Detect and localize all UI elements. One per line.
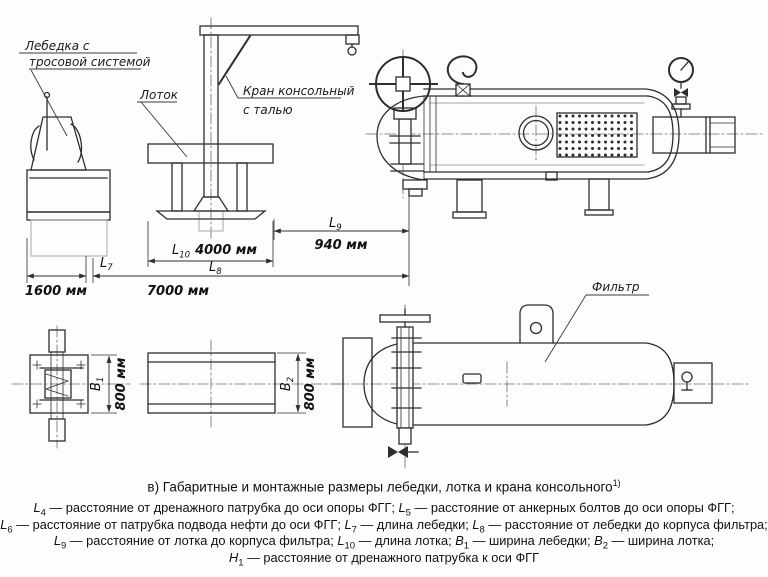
dimension-B2 — [277, 353, 318, 413]
crane-trolley — [346, 35, 359, 44]
footnote-line: $L_6$ — расстояние от патрубка подвода нефти до оси ФГГ; $L_7$ — длина лебедки; $L_8$ — расстояние от лебедки до корпуса фильтра; — [0, 516, 768, 536]
svg-text:1600 мм: 1600 мм — [25, 284, 87, 299]
drain-nozzle — [403, 180, 427, 189]
dimension-L9 — [274, 216, 409, 253]
svg-text:940 мм: 940 мм — [314, 238, 368, 253]
filter-view — [333, 305, 748, 468]
filter-valve-assembly — [380, 309, 430, 458]
filter-leader-line — [545, 295, 586, 362]
crane-hook-pulley — [348, 47, 356, 55]
winch-leader-line — [31, 70, 67, 136]
crane-brace — [219, 36, 250, 84]
svg-text:L104000 мм: $L_{10}$ 4000 мм — [172, 243, 258, 261]
winch-label-line2: тросовой системой — [29, 55, 151, 69]
lifting-hook-icon — [448, 56, 477, 96]
vessel-handwheel-valve — [370, 57, 437, 171]
dimension-B1 — [89, 355, 129, 413]
svg-text:7000 мм: 7000 мм — [147, 284, 209, 299]
footnote-line: $L_9$ — расстояние от лотка до корпуса фильтра; $L_{10}$ — длина лотка; $B_1$ — ширина лебедки; $B_2$ — ширина лотка; — [53, 533, 715, 552]
pressure-gauge-icon — [669, 58, 693, 117]
winch-callout — [19, 39, 151, 136]
tray-callout — [137, 88, 187, 157]
crane-leader-line — [226, 76, 238, 98]
tray-band — [148, 144, 273, 163]
svg-text:L8: $L_8$ — [209, 260, 222, 277]
svg-text:B2: $B_2$ — [279, 376, 296, 392]
winch-plan-view — [12, 326, 130, 448]
svg-text:B1: $B_1$ — [89, 376, 106, 392]
dimensions-upper — [25, 190, 409, 299]
vessel-supports — [453, 179, 613, 218]
console-crane-and-tray — [148, 18, 359, 238]
filter-label: Фильтр — [592, 280, 640, 294]
crane-callout — [226, 76, 355, 117]
crane-label-line1: Кран консольный — [243, 84, 355, 98]
footnote-line: $H_1$ — расстояние от дренажного патрубка к оси ФГГ — [228, 549, 540, 569]
winch-front-view — [27, 93, 110, 257]
winch-label-line1: Лебедка с — [25, 39, 90, 53]
caption-text: в) Габаритные и монтажные размеры лебедки, лотка и крана консольного — [147, 479, 613, 495]
dimension-L8 — [93, 258, 409, 299]
svg-text:800 мм: 800 мм — [114, 357, 129, 411]
filter-outlet-fitting — [674, 363, 712, 403]
footnote-line: $L_4$ — расстояние от дренажного патрубка до оси опоры ФГГ; $L_5$ — расстояние от анкерных болтов до оси опоры ФГГ; — [33, 500, 735, 519]
filter-callout — [545, 280, 649, 362]
figure-caption — [0, 478, 768, 495]
vessel-fgg — [366, 50, 762, 218]
svg-text:800 мм: 800 мм — [303, 357, 318, 411]
svg-text:L9: $L_9$ — [329, 216, 342, 233]
perforated-basket — [557, 113, 637, 157]
filter-backplate — [343, 338, 372, 427]
caption-footnote-marker: 1) — [612, 478, 621, 488]
filter-lug — [520, 305, 553, 343]
outlet-pipe — [653, 117, 735, 153]
svg-text:L7: $L_7$ — [100, 256, 113, 273]
crane-label-line2: с талью — [243, 103, 293, 117]
tray-label: Лоток — [140, 88, 178, 102]
dimension-L7 — [25, 238, 113, 299]
footnotes — [0, 500, 768, 569]
